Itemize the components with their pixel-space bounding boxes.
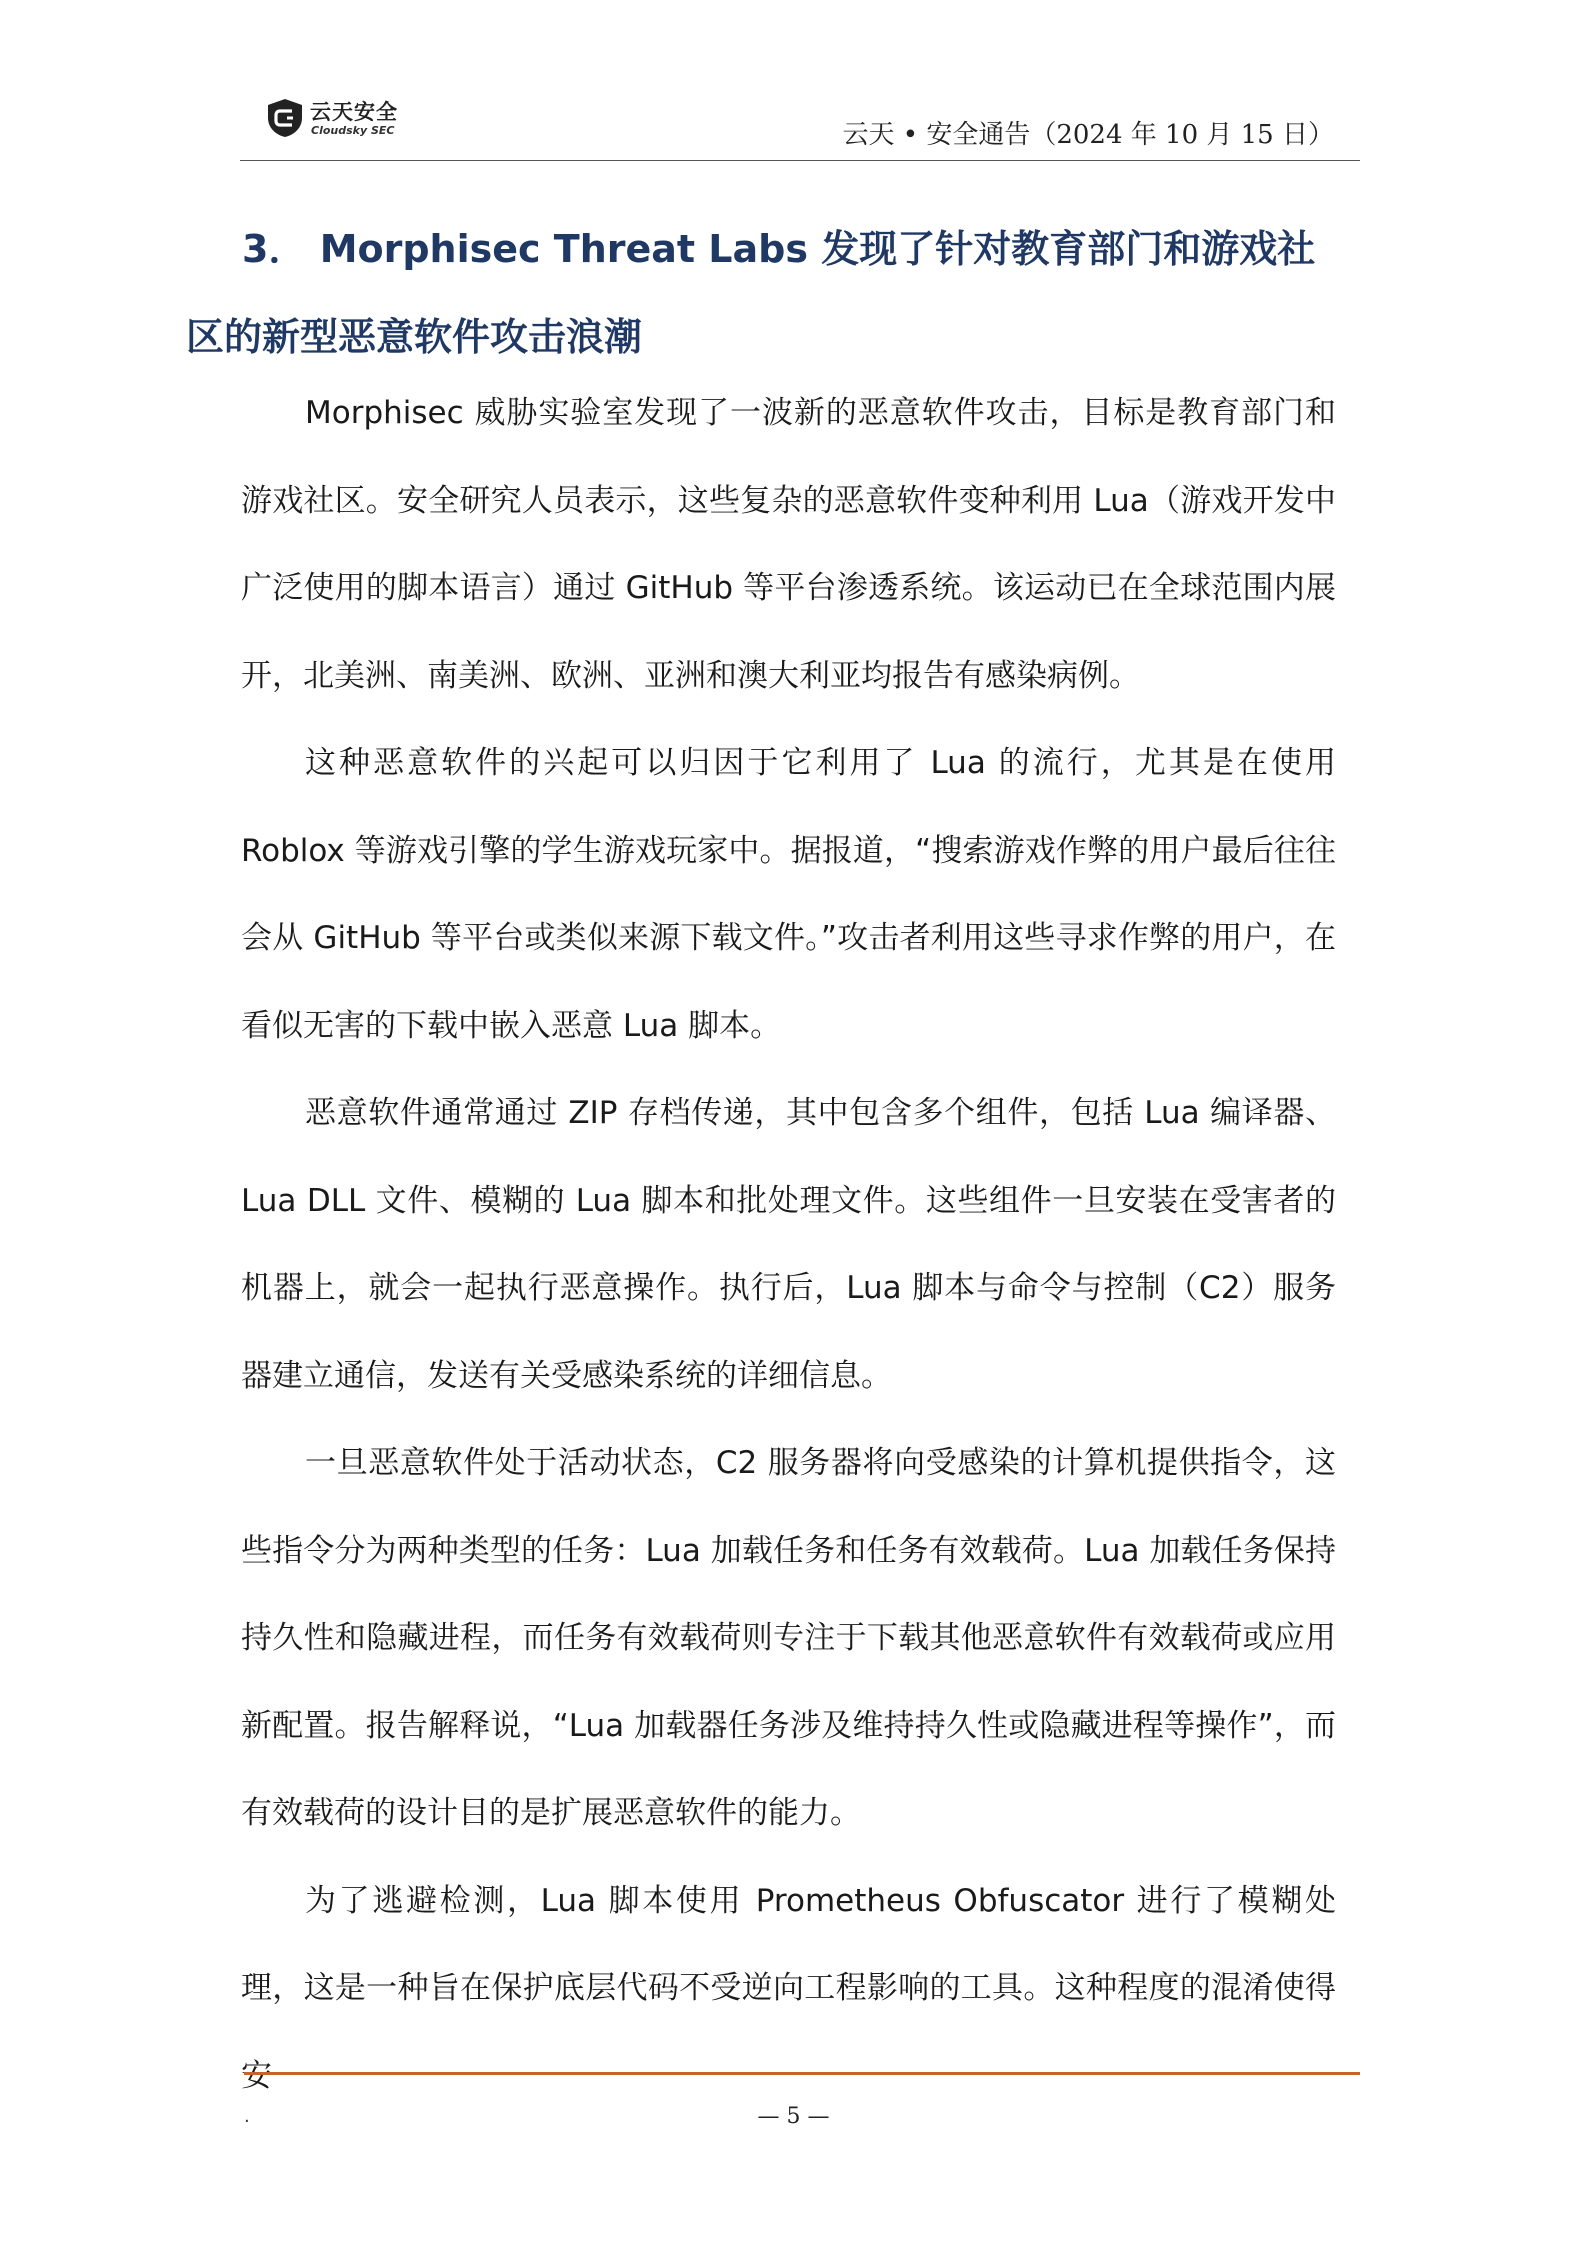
header-divider [240, 160, 1360, 161]
section-title: Morphisec Threat Labs 发现了针对教育部门和游戏社区的新型恶意软件攻击浪潮 [186, 227, 1316, 359]
footer-divider [244, 2072, 1360, 2075]
cloudsky-shield-icon [266, 98, 304, 138]
article-body [241, 370, 1336, 2120]
page-header [240, 96, 1360, 156]
page-number: — 5 — [757, 2104, 830, 2129]
bulletin-title: 云天 • 安全通告（2024 年 10 月 15 日） [842, 120, 1334, 150]
footer-mark: . [244, 2106, 250, 2127]
company-logo [266, 96, 416, 142]
paragraph: 恶意软件通常通过 ZIP 存档传递，其中包含多个组件，包括 Lua 编译器、Lua DLL 文件、模糊的 Lua 脚本和批处理文件。这些组件一旦安装在受害者的机器上，就会一起执行恶意操作。执行后，Lua 脚本与命令与控制（C2）服务器建立通信，发送有关受感染系统的详细信息。 [241, 1095, 1336, 1394]
paragraph: 这种恶意软件的兴起可以归因于它利用了 Lua 的流行，尤其是在使用 Roblox 等游戏引擎的学生游戏玩家中。据报道，“搜索游戏作弊的用户最后往往会从 GitHub 等平台或类似来源下载文件。”攻击者利用这些寻求作弊的用户，在看似无害的下载中嵌入恶意 Lua 脚本。 [241, 745, 1336, 1044]
logo-english-text: Cloudsky SEC [311, 124, 395, 137]
paragraph: 一旦恶意软件处于活动状态，C2 服务器将向受感染的计算机提供指令，这些指令分为两种类型的任务：Lua 加载任务和任务有效载荷。Lua 加载任务保持持久性和隐藏进程，而任务有效载荷则专注于下载其他恶意软件有效载荷或应用新配置。报告解释说，“Lua 加载器任务涉及维持持久性或隐藏进程等操作”，而有效载荷的设计目的是扩展恶意软件的能力。 [241, 1445, 1336, 1831]
section-heading [186, 205, 1346, 381]
paragraph: Morphisec 威胁实验室发现了一波新的恶意软件攻击，目标是教育部门和游戏社区。安全研究人员表示，这些复杂的恶意软件变种利用 Lua（游戏开发中广泛使用的脚本语言）通过 GitHub 等平台渗透系统。该运动已在全球范围内展开，北美洲、南美洲、欧洲、亚洲和澳大利亚均报告有感染病例。 [241, 395, 1336, 694]
paragraph: 为了逃避检测，Lua 脚本使用 Prometheus Obfuscator 进行了模糊处理，这是一种旨在保护底层代码不受逆向工程影响的工具。这种程度的混淆使得安 [241, 1882, 1336, 2094]
section-number: 3． [242, 227, 307, 271]
logo-chinese-text: 云天安全 [310, 100, 398, 124]
